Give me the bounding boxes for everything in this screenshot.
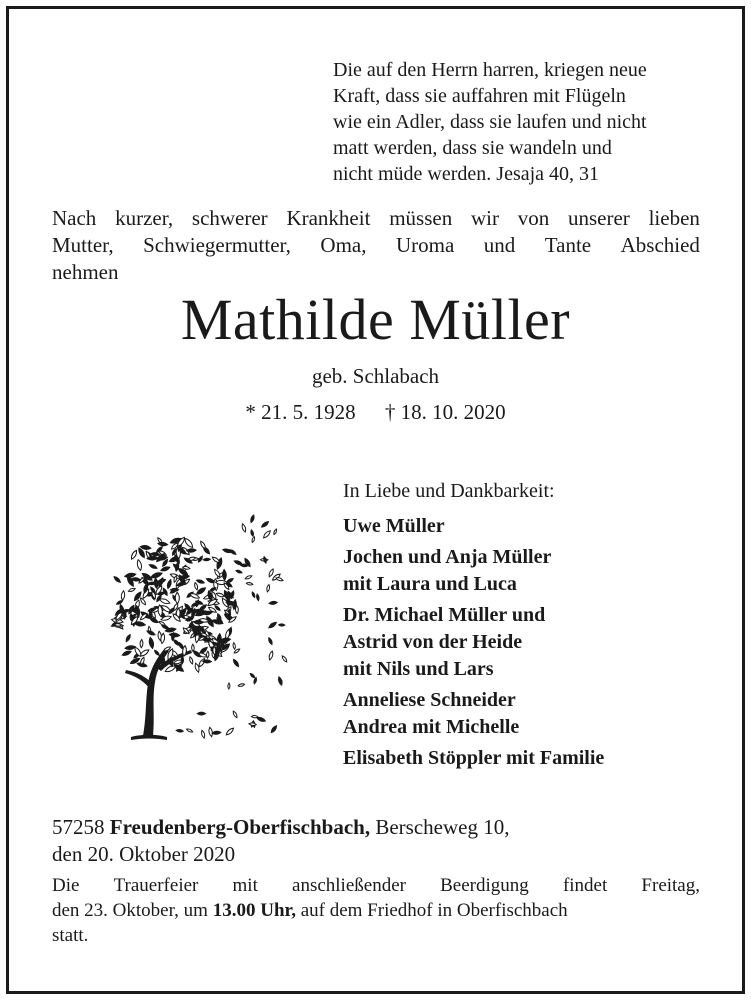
intro-word: von [517,206,550,230]
deceased-name: Mathilde Müller [180,287,571,352]
funeral-time: 13.00 Uhr, [212,900,296,921]
verse-line: Die auf den Herrn harren, kriegen neue [333,59,647,81]
mourner-line: Andrea mit Michelle [343,716,520,738]
intro-word: wir [470,206,499,230]
life-dates [0,398,751,426]
funeral-word: mit [232,875,258,896]
funeral-line-3: statt. [52,925,89,946]
windblown-tree-icon [95,508,295,748]
street: Berscheweg 10, [375,815,510,839]
mourner-line: Uwe Müller [343,515,445,537]
funeral-word: findet [562,875,608,896]
intro-word: müssen [389,206,453,230]
mourner-group [343,513,723,540]
mourner-line: mit Nils und Lars [343,658,494,680]
birth-date: * 21. 5. 1928 [245,400,356,424]
intro-word: Oma, [320,233,367,257]
mourner-line: Jochen und Anja Müller [343,546,552,568]
intro-line-2 [52,232,700,259]
intro-word: und [483,233,516,257]
mourner-line: Anneliese Schneider [343,689,516,711]
funeral-notice [52,873,700,948]
verse-line: wie ein Adler, dass sie laufen und nicht [333,111,647,133]
mourners-block [343,477,723,776]
mourner-line: Elisabeth Stöppler mit Familie [343,747,605,769]
intro-word: unserer [568,206,630,230]
death-date: † 18. 10. 2020 [384,400,506,424]
intro-word: Abschied [620,233,700,257]
funeral-word: anschließender [292,875,406,896]
intro-word: Schwiegermutter, [143,233,291,257]
funeral-line-2 [52,898,700,923]
funeral-word: Freitag, [641,875,700,896]
mourner-line: Astrid von der Heide [343,631,523,653]
date-line: den 20. Oktober 2020 [52,842,236,866]
intro-word: Uroma [395,233,455,257]
mourner-group [343,602,723,683]
intro-line-1 [52,205,700,232]
funeral-line-1 [52,873,700,898]
intro-word: kurzer, [115,206,174,230]
verse-line: Kraft, dass sie auffahren mit Flügeln [333,85,626,107]
funeral-word: Trauerfeier [113,875,199,896]
intro-word: Mutter, [52,233,114,257]
intro-word: lieben [648,206,700,230]
funeral-text: auf dem Friedhof in Oberfischbach [300,900,568,921]
address-block [52,814,702,868]
intro-word: Tante [544,233,592,257]
address-line [52,814,702,841]
verse-line: matt werden, dass sie wandeln und [333,137,612,159]
verse-reference: Jesaja 40, 31 [496,163,600,185]
funeral-word: Beerdigung [440,875,529,896]
mourner-group [343,745,723,772]
funeral-word: Die [52,875,80,896]
intro-word: schwerer [191,206,268,230]
mourner-group [343,544,723,598]
intro-word: Krankheit [286,206,371,230]
verse-last-line [333,161,699,187]
maiden-name: geb. Schlabach [311,364,440,388]
mourners-heading: In Liebe und Dankbarkeit: [343,480,555,502]
intro-word: Nach [52,206,97,230]
verse-line: nicht müde werden. [333,163,492,185]
mourner-line: Dr. Michael Müller und [343,604,546,626]
bible-verse [333,57,703,187]
zip-code: 57258 [52,815,105,839]
intro-line-3: nehmen [52,260,119,284]
mourner-line: mit Laura und Luca [343,573,517,595]
city: Freudenberg-Oberfischbach, [109,815,371,839]
funeral-text: den 23. Oktober, um [52,900,208,921]
mourner-group [343,687,723,741]
tree-foliage [111,515,288,739]
intro-text [52,205,700,286]
